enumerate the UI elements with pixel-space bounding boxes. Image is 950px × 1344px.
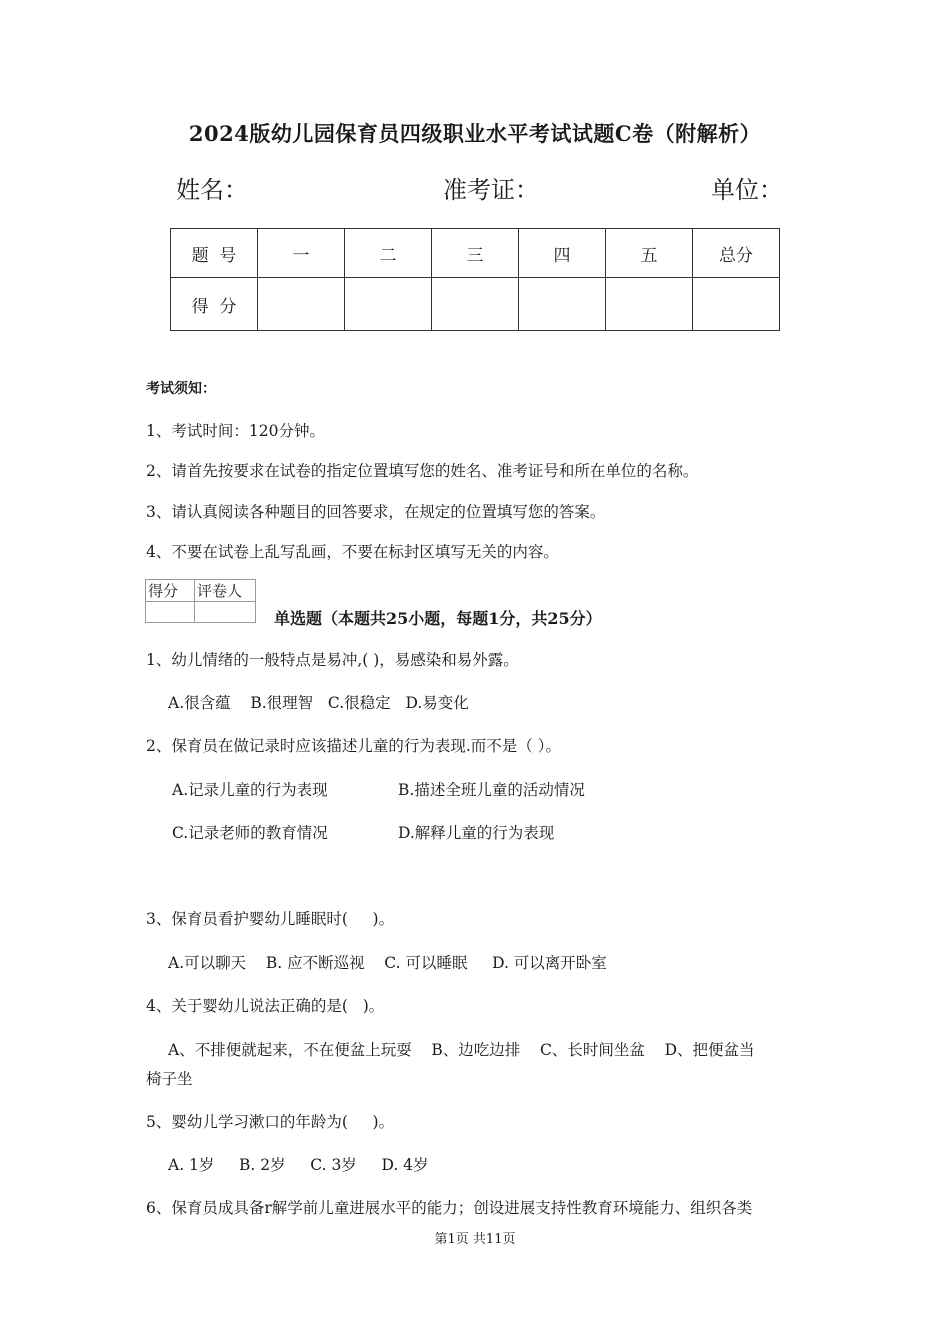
question-1-options: A.很含蕴 B.很理智 C.很稳定 D.易变化 [168,694,469,712]
question-5-stem: 5、婴幼儿学习漱口的年龄为( )。 [146,1113,395,1131]
score-cell [606,278,693,331]
question-2-option-c: C.记录老师的教育情况 [172,824,328,842]
question-3-options: A.可以聊天 B. 应不断巡视 C. 可以睡眠 D. 可以离开卧室 [168,954,607,972]
notice-item: 3、请认真阅读各种题目的回答要求，在规定的位置填写您的答案。 [146,503,606,521]
question-4-stem: 4、关于婴幼儿说法正确的是( )。 [146,997,385,1015]
page-title: 2024版幼儿园保育员四级职业水平考试试题C卷（附解析） [188,121,762,146]
question-3-stem: 3、保育员看护婴幼儿睡眠时( )。 [146,910,395,928]
question-1-stem: 1、幼儿情绪的一般特点是易冲,( )，易感染和易外露。 [146,651,519,669]
score-header-cell: 题 号 [171,229,258,278]
score-row-label: 得 分 [171,278,258,331]
question-2-stem: 2、保育员在做记录时应该描述儿童的行为表现.而不是（ ）。 [146,737,561,755]
score-cell [693,278,780,331]
question-4-options-continued: 椅子坐 [146,1070,193,1088]
score-header-cell: 一 [258,229,345,278]
score-header-cell: 三 [432,229,519,278]
grader-reviewer-label: 评卷人 [195,580,256,602]
score-table-header-row [171,229,780,278]
page-footer: 第1页 共11页 [434,1232,516,1247]
unit-field-label: 单位： [711,176,783,204]
notice-heading: 考试须知： [146,381,216,397]
score-cell [345,278,432,331]
notice-item: 1、考试时间：120分钟。 [146,422,325,440]
question-2-option-b: B.描述全班儿童的活动情况 [398,781,585,799]
score-cell [258,278,345,331]
score-table-score-row [171,278,780,331]
name-field-label: 姓名： [176,176,248,204]
score-header-cell: 四 [519,229,606,278]
section-title: 单选题（本题共25小题，每题1分，共25分） [274,609,602,628]
score-header-cell: 五 [606,229,693,278]
grader-score-label: 得分 [146,580,195,602]
grader-box [145,579,256,623]
score-cell [432,278,519,331]
question-5-options: A. 1岁 B. 2岁 C. 3岁 D. 4岁 [168,1156,429,1174]
question-6-stem: 6、保育员成具备r解学前儿童进展水平的能力；创设进展支持性教育环境能力、组织各类 [146,1199,753,1217]
score-table [170,228,780,331]
question-2-option-a: A.记录儿童的行为表现 [172,781,328,799]
score-cell [519,278,606,331]
score-header-cell: 二 [345,229,432,278]
notice-item: 4、不要在试卷上乱写乱画，不要在标封区填写无关的内容。 [146,543,559,561]
grader-score-cell [146,602,195,623]
question-2-option-d: D.解释儿童的行为表现 [398,824,555,842]
score-header-cell: 总分 [693,229,780,278]
grader-reviewer-cell [195,602,256,623]
question-4-options: A、不排便就起来，不在便盆上玩耍 B、边吃边排 C、长时间坐盆 D、把便盆当 [168,1041,755,1059]
notice-item: 2、请首先按要求在试卷的指定位置填写您的姓名、准考证号和所在单位的名称。 [146,462,699,480]
exam-id-field-label: 准考证： [443,176,539,204]
